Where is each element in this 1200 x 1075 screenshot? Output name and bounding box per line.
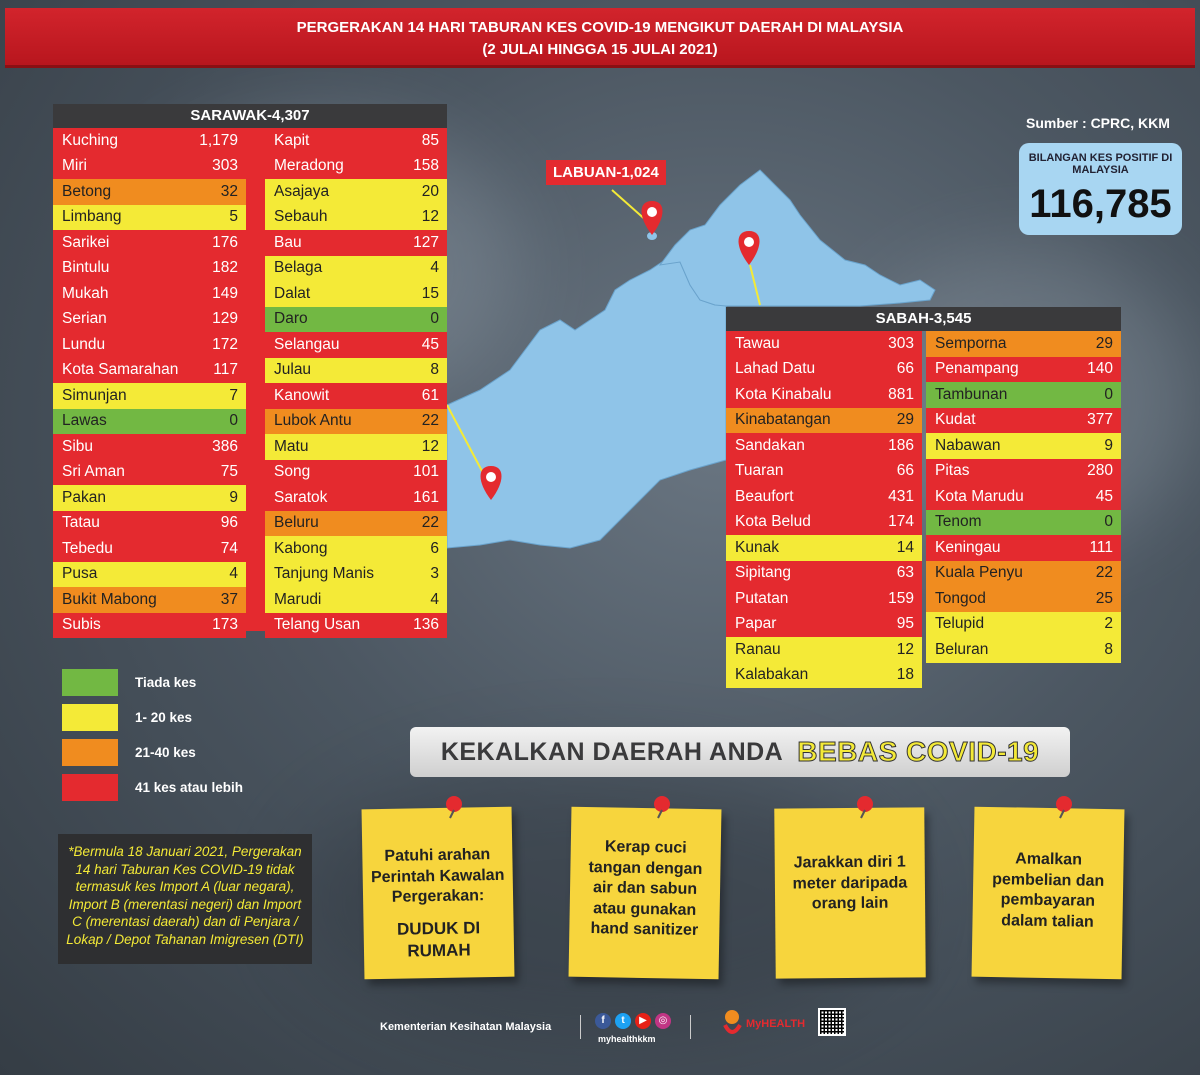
district-row	[726, 510, 922, 536]
district-case-count: 161	[413, 488, 439, 506]
district-name: Tongod	[935, 589, 986, 607]
legend-swatch	[62, 739, 118, 766]
footer-divider	[690, 1015, 691, 1039]
facebook-icon[interactable]: f	[595, 1013, 611, 1029]
sticky-note-1	[362, 807, 515, 980]
district-case-count: 22	[1095, 564, 1113, 582]
district-case-count: 173	[212, 616, 238, 634]
sticky-note-text: Amalkan pembelian dan pembayaran dalam talian	[992, 850, 1105, 931]
district-name: Julau	[274, 361, 312, 379]
district-row	[926, 382, 1121, 408]
pushpin-icon	[442, 795, 466, 819]
district-name: Lahad Datu	[735, 360, 816, 378]
legend-label: Tiada kes	[135, 675, 197, 690]
district-case-count: 1,179	[199, 131, 238, 149]
district-case-count: 14	[896, 538, 914, 556]
district-name: Kalabakan	[735, 666, 809, 684]
district-name: Kabong	[274, 539, 328, 557]
district-row	[726, 433, 922, 459]
district-name: Kota Kinabalu	[735, 385, 832, 403]
total-cases-value: 116,785	[1029, 182, 1172, 226]
district-row	[926, 484, 1121, 510]
district-case-count: 61	[421, 386, 439, 404]
district-case-count: 5	[229, 208, 238, 226]
sticky-note-3	[774, 807, 925, 978]
district-case-count: 129	[212, 310, 238, 328]
district-case-count: 9	[229, 488, 238, 506]
footnote: *Bermula 18 Januari 2021, Pergerakan 14 hari Taburan Kes COVID-19 tidak termasuk kes Import A (luar negara), Import B (merentasi negeri) dan Import C (merentasi daerah) dan di Penjara / Lokap / Depot Tahanan Imigresen (DTI)	[58, 834, 312, 964]
source-text: Sumber : CPRC, KKM	[1026, 115, 1170, 131]
district-row	[726, 459, 922, 485]
district-case-count: 22	[421, 514, 439, 532]
sticky-note-emphasis: DUDUK DI RUMAH	[396, 917, 481, 961]
district-name: Pusa	[62, 565, 98, 583]
district-name: Tuaran	[735, 462, 784, 480]
district-row	[53, 281, 246, 307]
district-row	[265, 256, 447, 282]
district-row	[265, 460, 447, 486]
district-case-count: 29	[896, 411, 914, 429]
district-name: Song	[274, 463, 311, 481]
district-row	[926, 331, 1121, 357]
district-case-count: 2	[1104, 615, 1113, 633]
district-case-count: 12	[421, 208, 439, 226]
district-name: Pakan	[62, 488, 106, 506]
district-case-count: 45	[421, 335, 439, 353]
district-case-count: 172	[212, 335, 238, 353]
district-name: Kapit	[274, 131, 310, 149]
district-case-count: 22	[421, 412, 439, 430]
legend-label: 21-40 kes	[135, 745, 196, 760]
district-row	[265, 154, 447, 180]
district-name: Kota Belud	[735, 513, 811, 531]
myhealth-mascot-icon	[720, 1005, 810, 1041]
district-case-count: 25	[1095, 589, 1113, 607]
sarawak-table-title: SARAWAK-4,307	[53, 104, 447, 128]
district-case-count: 95	[896, 615, 914, 633]
district-name: Tanjung Manis	[274, 565, 374, 583]
district-row	[926, 433, 1121, 459]
district-row	[926, 357, 1121, 383]
district-case-count: 85	[421, 131, 439, 149]
district-name: Semporna	[935, 334, 1007, 352]
district-name: Betong	[62, 182, 112, 200]
slogan-banner	[410, 727, 1070, 777]
district-name: Telang Usan	[274, 616, 361, 634]
slogan-part-2: BEBAS COVID-19	[797, 736, 1040, 767]
district-row	[53, 128, 246, 154]
district-name: Sandakan	[735, 436, 805, 454]
sticky-note-text: Patuhi arahan Perintah Kawalan Pergerakan:	[370, 846, 505, 906]
district-name: Papar	[735, 615, 777, 633]
district-case-count: 4	[430, 590, 439, 608]
district-row	[265, 281, 447, 307]
district-row	[726, 408, 922, 434]
district-name: Marudi	[274, 590, 322, 608]
district-row	[265, 383, 447, 409]
district-case-count: 176	[212, 233, 238, 251]
district-case-count: 96	[220, 514, 238, 532]
legend-swatch	[62, 669, 118, 696]
sabah-table	[726, 307, 1121, 689]
district-case-count: 12	[421, 437, 439, 455]
district-name: Sarikei	[62, 233, 110, 251]
district-name: Keningau	[935, 538, 1001, 556]
legend-item	[62, 735, 243, 770]
social-icons	[595, 1013, 671, 1029]
labuan-pin-icon	[642, 201, 663, 235]
district-case-count: 75	[220, 463, 238, 481]
district-name: Nabawan	[935, 436, 1001, 454]
total-cases-label: BILANGAN KES POSITIF DI MALAYSIA	[1028, 152, 1173, 176]
district-case-count: 140	[1087, 360, 1113, 378]
district-row	[265, 128, 447, 154]
district-name: Beaufort	[735, 487, 794, 505]
sticky-note-text: Kerap cuci tangan dengan air dan sabun atau gunakan hand sanitizer	[588, 838, 703, 939]
district-row	[926, 459, 1121, 485]
district-row	[265, 562, 447, 588]
district-name: Pitas	[935, 462, 970, 480]
district-name: Matu	[274, 437, 309, 455]
district-case-count: 3	[430, 565, 439, 583]
district-case-count: 7	[229, 386, 238, 404]
district-name: Miri	[62, 157, 87, 175]
sticky-note-4	[972, 807, 1125, 980]
district-case-count: 45	[1095, 487, 1113, 505]
district-case-count: 63	[896, 564, 914, 582]
district-case-count: 66	[896, 462, 914, 480]
district-row	[53, 562, 246, 588]
district-name: Limbang	[62, 208, 122, 226]
district-case-count: 32	[220, 182, 238, 200]
myhealth-logo	[720, 1005, 810, 1044]
district-name: Penampang	[935, 360, 1019, 378]
legend-item	[62, 770, 243, 805]
title-banner	[5, 8, 1195, 68]
title-line-2: (2 JULAI HINGGA 15 JULAI 2021)	[482, 41, 718, 58]
district-case-count: 0	[1104, 385, 1113, 403]
district-case-count: 186	[888, 436, 914, 454]
district-case-count: 303	[888, 334, 914, 352]
sarawak-left-column	[53, 128, 246, 638]
district-row	[926, 637, 1121, 663]
district-row	[53, 256, 246, 282]
pushpin-icon	[1052, 795, 1076, 819]
district-row	[265, 511, 447, 537]
total-cases-box	[1019, 143, 1182, 235]
district-name: Lundu	[62, 335, 106, 353]
district-name: Kinabatangan	[735, 411, 831, 429]
district-case-count: 20	[421, 182, 439, 200]
district-name: Tenom	[935, 513, 982, 531]
district-case-count: 9	[1104, 436, 1113, 454]
district-row	[265, 307, 447, 333]
district-row	[926, 510, 1121, 536]
district-case-count: 136	[413, 616, 439, 634]
district-row	[265, 434, 447, 460]
labuan-label: LABUAN-1,024	[546, 160, 666, 185]
footer-divider	[580, 1015, 581, 1039]
district-name: Dalat	[274, 284, 311, 302]
district-row	[53, 358, 246, 384]
district-row	[265, 409, 447, 435]
instagram-icon[interactable]: ◎	[655, 1013, 671, 1029]
district-case-count: 8	[430, 361, 439, 379]
district-row	[265, 358, 447, 384]
district-case-count: 182	[212, 259, 238, 277]
qr-code-icon[interactable]	[818, 1008, 846, 1036]
district-row	[265, 613, 447, 639]
title-line-1: PERGERAKAN 14 HARI TABURAN KES COVID-19 MENGIKUT DAERAH DI MALAYSIA	[296, 19, 904, 36]
district-row	[53, 511, 246, 537]
sabah-shape	[660, 170, 935, 306]
district-name: Beluran	[935, 640, 989, 658]
legend-swatch	[62, 774, 118, 801]
district-name: Telupid	[935, 615, 985, 633]
district-case-count: 12	[896, 640, 914, 658]
myhealth-brand-text: MyHEALTH	[746, 1018, 806, 1030]
district-case-count: 101	[413, 463, 439, 481]
district-name: Kuching	[62, 131, 119, 149]
district-name: Tebedu	[62, 539, 113, 557]
district-row	[53, 460, 246, 486]
district-case-count: 29	[1095, 334, 1113, 352]
district-name: Belaga	[274, 259, 323, 277]
district-row	[53, 587, 246, 613]
district-row	[53, 179, 246, 205]
district-case-count: 0	[1104, 513, 1113, 531]
district-name: Ranau	[735, 640, 781, 658]
district-row	[53, 383, 246, 409]
district-case-count: 66	[896, 360, 914, 378]
district-row	[726, 331, 922, 357]
sticky-note-text: Jarakkan diri 1 meter daripada orang lain	[792, 853, 908, 913]
district-case-count: 377	[1087, 411, 1113, 429]
legend-swatch	[62, 704, 118, 731]
district-name: Putatan	[735, 589, 789, 607]
district-row	[53, 205, 246, 231]
district-name: Meradong	[274, 157, 344, 175]
district-row	[265, 179, 447, 205]
district-row	[53, 307, 246, 333]
district-case-count: 18	[896, 666, 914, 684]
district-name: Daro	[274, 310, 308, 328]
district-name: Serian	[62, 310, 107, 328]
sabah-left-column	[726, 331, 922, 688]
district-name: Kunak	[735, 538, 779, 556]
district-row	[53, 409, 246, 435]
district-case-count: 431	[888, 487, 914, 505]
legend-label: 41 kes atau lebih	[135, 780, 244, 795]
district-row	[726, 357, 922, 383]
district-name: Kota Samarahan	[62, 361, 179, 379]
district-name: Lawas	[62, 412, 107, 430]
district-row	[926, 612, 1121, 638]
district-name: Tatau	[62, 514, 100, 532]
district-name: Kanowit	[274, 386, 330, 404]
district-row	[53, 536, 246, 562]
district-row	[265, 332, 447, 358]
district-name: Asajaya	[274, 182, 330, 200]
district-row	[265, 230, 447, 256]
district-name: Mukah	[62, 284, 109, 302]
district-case-count: 280	[1087, 462, 1113, 480]
pushpin-icon	[853, 795, 877, 819]
district-case-count: 117	[213, 361, 238, 379]
district-row	[53, 230, 246, 256]
district-row	[53, 154, 246, 180]
district-case-count: 111	[1089, 538, 1113, 556]
district-name: Beluru	[274, 514, 319, 532]
sarawak-right-column	[265, 128, 447, 638]
sticky-note-2	[569, 807, 722, 980]
district-name: Lubok Antu	[274, 412, 352, 430]
district-row	[265, 587, 447, 613]
district-row	[726, 637, 922, 663]
district-case-count: 4	[229, 565, 238, 583]
district-name: Bau	[274, 233, 302, 251]
sarawak-shape	[447, 260, 726, 548]
sabah-table-title: SABAH-3,545	[726, 307, 1121, 331]
district-case-count: 174	[888, 513, 914, 531]
twitter-icon[interactable]: t	[615, 1013, 631, 1029]
district-case-count: 74	[220, 539, 238, 557]
district-case-count: 8	[1104, 640, 1113, 658]
district-row	[726, 586, 922, 612]
district-row	[726, 663, 922, 689]
youtube-icon[interactable]: ▶	[635, 1013, 651, 1029]
district-name: Bintulu	[62, 259, 110, 277]
pushpin-icon	[650, 795, 674, 819]
district-case-count: 386	[212, 437, 238, 455]
district-case-count: 15	[421, 284, 439, 302]
district-name: Sebauh	[274, 208, 328, 226]
district-row	[926, 561, 1121, 587]
ministry-name: Kementerian Kesihatan Malaysia	[380, 1021, 552, 1033]
district-row	[726, 561, 922, 587]
district-row	[726, 535, 922, 561]
district-case-count: 149	[212, 284, 238, 302]
legend-item	[62, 700, 243, 735]
district-name: Sri Aman	[62, 463, 125, 481]
social-handle: myhealthkkm	[598, 1034, 656, 1044]
district-row	[926, 535, 1121, 561]
district-name: Selangau	[274, 335, 340, 353]
legend	[62, 665, 243, 805]
district-row	[726, 612, 922, 638]
district-row	[53, 434, 246, 460]
district-case-count: 158	[413, 157, 439, 175]
district-row	[53, 332, 246, 358]
district-case-count: 37	[220, 590, 238, 608]
district-name: Tawau	[735, 334, 780, 352]
district-name: Bukit Mabong	[62, 590, 157, 608]
district-name: Kuala Penyu	[935, 564, 1023, 582]
district-case-count: 159	[888, 589, 914, 607]
district-name: Sipitang	[735, 564, 792, 582]
district-case-count: 127	[413, 233, 439, 251]
district-row	[726, 484, 922, 510]
district-case-count: 0	[430, 310, 439, 328]
district-row	[53, 613, 246, 639]
district-row	[926, 408, 1121, 434]
district-name: Tambunan	[935, 385, 1008, 403]
sabah-right-column	[926, 331, 1121, 663]
district-case-count: 6	[430, 539, 439, 557]
district-row	[265, 536, 447, 562]
district-name: Kudat	[935, 411, 976, 429]
district-row	[926, 586, 1121, 612]
district-name: Sibu	[62, 437, 94, 455]
district-row	[265, 485, 447, 511]
district-name: Kota Marudu	[935, 487, 1024, 505]
district-case-count: 0	[229, 412, 238, 430]
district-case-count: 4	[430, 259, 439, 277]
legend-item	[62, 665, 243, 700]
district-row	[726, 382, 922, 408]
district-name: Subis	[62, 616, 101, 634]
sarawak-table	[53, 104, 447, 634]
district-row	[53, 485, 246, 511]
legend-label: 1- 20 kes	[135, 710, 193, 725]
slogan-part-1: KEKALKAN DAERAH ANDA	[440, 737, 784, 766]
district-name: Simunjan	[62, 386, 127, 404]
district-row	[265, 205, 447, 231]
district-case-count: 881	[888, 385, 914, 403]
district-name: Saratok	[274, 488, 328, 506]
district-case-count: 303	[212, 157, 238, 175]
